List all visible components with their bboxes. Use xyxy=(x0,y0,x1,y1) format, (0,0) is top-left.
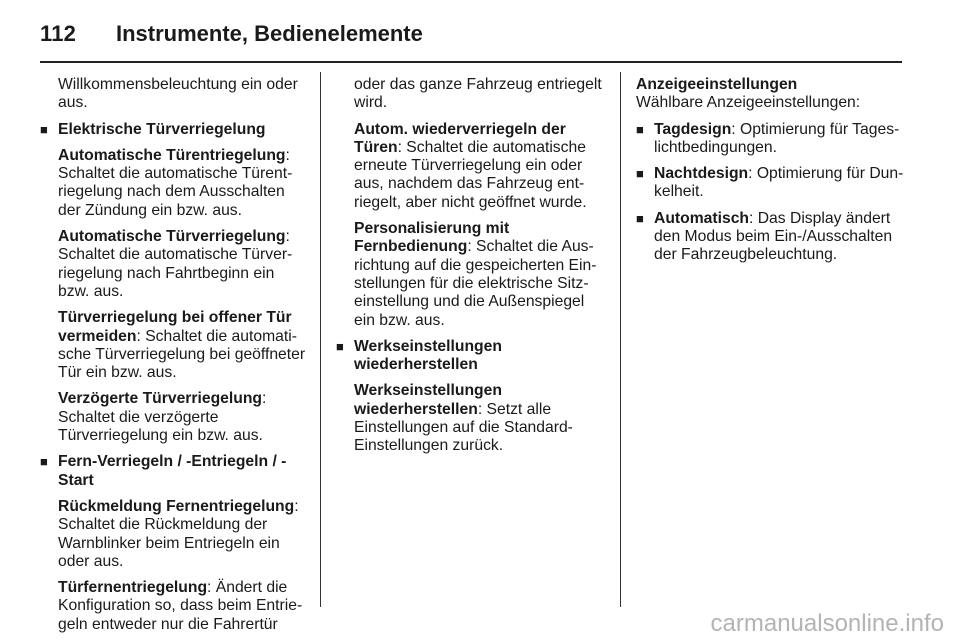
setting-text: : Schaltet die automatische erneute Türverriegelung ein oder aus, nachdem das Fahrzeug entriegelt, aber nicht geöffnet wurde. xyxy=(354,138,587,211)
paragraph: Willkommensbeleuchtung ein oder aus. xyxy=(58,76,298,112)
setting-text: : Schaltet die automatische Türentriegelung nach dem Ausschalten der Zündung ein bzw. aus. xyxy=(58,146,293,219)
setting-term: Verzögerte Türverriegelung xyxy=(58,390,262,408)
section-heading: Anzeigeeinstellungen xyxy=(636,76,798,93)
option-term: Automatisch xyxy=(654,209,750,227)
column-1 xyxy=(40,76,308,642)
option-text: : Optimierung für Dunkelheit. xyxy=(654,165,904,201)
bullet-item-remote-locking: ■ Fern-Verriegeln / -Entriegeln / -Start xyxy=(40,453,308,490)
setting-entry xyxy=(40,390,308,445)
setting-entry xyxy=(40,228,308,301)
setting-term: Autom. wiederverriegeln der Türen xyxy=(354,120,566,156)
column-divider-1 xyxy=(320,72,321,607)
setting-entry xyxy=(336,382,604,455)
setting-term: Rückmeldung Fernentriegelung xyxy=(58,497,295,515)
setting-text: : Schaltet die verzögerte Türverriegelung ein bzw. aus. xyxy=(58,390,267,445)
column-divider-2 xyxy=(620,72,621,607)
setting-entry xyxy=(40,498,308,571)
header-rule xyxy=(40,61,902,63)
column-3 xyxy=(636,76,910,273)
setting-entry xyxy=(40,147,308,220)
bullet-item-factory-reset: ■ Werkseinstellungen wiederherstellen xyxy=(336,338,604,375)
setting-term: Personalisierung mit Fernbedienung xyxy=(354,220,510,256)
bullet-item-automatic xyxy=(636,210,910,265)
paragraph: oder das ganze Fahrzeug entriegelt wird. xyxy=(354,76,602,112)
setting-text: : Ändert die Konfiguration so, dass beim Entriegeln entweder nur die Fahrertür xyxy=(58,579,303,633)
option-term: Nachtdesign xyxy=(654,165,749,183)
option-term: Tagdesign xyxy=(654,120,732,138)
setting-text: : Schaltet die Ausrichtung auf die gespeicherten Einstellungen für die elektrische Sitzeinstellung und die Außenspiegel ein bzw. aus. xyxy=(354,238,597,329)
bullet-item-door-locking: ■ Elektrische Türverriegelung xyxy=(40,121,308,139)
page-number: 112 xyxy=(40,21,77,46)
setting-text: : Schaltet die Rückmeldung der Warnblinker beim Entriegeln ein oder aus. xyxy=(58,497,299,570)
page-header xyxy=(0,0,960,62)
setting-term: Werkseinstellungen wiederherstellen xyxy=(354,382,502,418)
setting-term: Türfernentriegelung xyxy=(58,579,208,597)
setting-text: : Schaltet die automatische Türverriegelung nach Fahrtbeginn ein bzw. aus. xyxy=(58,228,293,300)
setting-entry xyxy=(40,579,308,634)
setting-entry xyxy=(336,220,604,330)
option-text: : Das Display ändert den Modus beim Ein-/Ausschalten der Fahrzeugbeleuchtung. xyxy=(654,209,893,264)
paragraph: Wählbare Anzeigeeinstellungen: xyxy=(636,94,861,112)
setting-entry xyxy=(40,309,308,382)
watermark: carmanualsonline.info xyxy=(710,610,944,637)
bullet-item-day-design xyxy=(636,121,910,158)
setting-text: : Schaltet die automatische Türverriegelung bei geöffneter Tür ein bzw. aus. xyxy=(58,327,306,382)
page-title: Instrumente, Bedienelemente xyxy=(116,21,423,46)
setting-term: Türverriegelung bei offener Tür vermeiden xyxy=(58,309,292,345)
setting-entry xyxy=(336,121,604,212)
setting-term: Automatische Türverriegelung xyxy=(58,228,286,246)
column-2 xyxy=(336,76,604,464)
setting-term: Automatische Türentriegelung xyxy=(58,146,286,164)
setting-text: : Setzt alle Einstellungen auf die Standard-Einstellungen zurück. xyxy=(354,400,573,455)
option-text: : Optimierung für Tageslichtbedingungen. xyxy=(654,120,900,156)
bullet-item-night-design xyxy=(636,165,910,202)
